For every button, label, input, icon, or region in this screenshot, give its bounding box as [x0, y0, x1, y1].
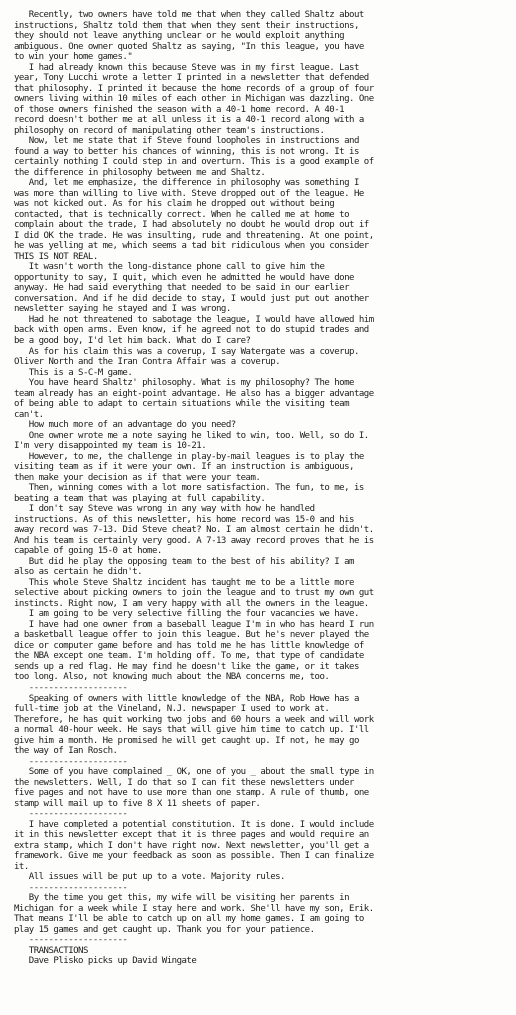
text-line: But did he play the opposing team to the best of his ability? I am — [14, 556, 354, 567]
text-line: Had he not threatened to sabotage the league, I would have allowed him — [14, 314, 374, 325]
text-line: extra stamp, which I don't have right now. Next newsletter, you'll get a — [14, 840, 369, 851]
text-line: I had already known this because Steve was in my first league. Last — [14, 62, 359, 73]
text-line: I'm very disappointed my team is 10-21. — [14, 441, 207, 452]
text-line: certainly nothing I could step in and overturn. This is a good example of — [14, 157, 374, 168]
text-line: back with open arms. Even know, if he agreed not to do stupid trades and — [14, 325, 369, 336]
text-line: Therefore, he has quit working two jobs and 60 hours a week and will work — [14, 714, 374, 725]
text-line: As for his claim this was a coverup, I say Watergate was a coverup. — [14, 346, 359, 357]
text-line: it. — [14, 861, 29, 872]
text-line: Recently, two owners have told me that when they called Shaltz about — [14, 10, 364, 20]
text-line: owners living within 10 miles of each other in Michigan was dazzling. One — [14, 94, 374, 105]
text-line: anyway. He had said everything that needed to be said in our earlier — [14, 283, 350, 294]
text-line: Then, winning comes with a lot more satisfaction. The fun, to me, is — [14, 483, 364, 494]
text-line: selective about picking owners to join the league and to trust my own gut — [14, 588, 374, 599]
text-line: Oliver North and the Iran Contra Affair was a coverup. — [14, 357, 281, 368]
text-line: THIS IS NOT REAL. — [14, 251, 98, 262]
text-line: You have heard Shaltz' philosophy. What is my philosophy? The home — [14, 378, 354, 389]
text-line: I have completed a potential constitution. It is done. I would include — [14, 819, 374, 830]
text-line: instincts. Right now, I am very happy with all the owners in the league. — [14, 598, 369, 609]
text-line: I don't say Steve was wrong in any way with how he handled — [14, 504, 315, 515]
text-line: it in this newsletter except that it is three pages and would require an — [14, 830, 369, 841]
text-line: visiting team as if it were your own. If an instruction is ambiguous, — [14, 462, 354, 473]
text-line: framework. Give me your feedback as soon as possible. Then I can finalize — [14, 851, 374, 862]
text-line: One owner wrote me a note saying he liked to win, too. Well, so do I. — [14, 430, 369, 441]
text-line: That means I'll be able to catch up on all my home games. I am going to — [14, 914, 364, 925]
text-line: of those owners finished the season with a 40-1 home record. A 40-1 — [14, 104, 345, 115]
text-line: capable of going 15-0 at home. — [14, 546, 162, 557]
section-divider: -------------------- — [14, 756, 128, 767]
text-line: was more than willing to live with. Steve dropped out of the league. He — [14, 188, 364, 199]
text-line: can't. — [14, 409, 44, 420]
text-line: instructions. As of this newsletter, his home record was 15-0 and his — [14, 514, 354, 525]
text-line: ambiguous. One owner quoted Shaltz as saying, "In this league, you have — [14, 41, 364, 52]
text-line: contacted, that is technically correct. When he called me at home to — [14, 209, 350, 220]
text-line: And, let me emphasize, the difference in philosophy was something I — [14, 178, 359, 189]
text-line: Michigan for a week while I stay here and work. She'll have my son, Erik. — [14, 903, 374, 914]
text-line: that philosophy. I printed it because the home records of a group of four — [14, 83, 374, 94]
text-line: a basketball league offer to join this league. But he's never played the — [14, 630, 369, 641]
text-line: This whole Steve Shaltz incident has taught me to be a little more — [14, 577, 354, 588]
text-line: team already has an eight-point advantage. He also has a bigger advantage — [14, 388, 374, 399]
text-line: Now, let me state that if Steve found loopholes in instructions and — [14, 136, 359, 147]
text-line: five pages and not have to use more than one stamp. A rule of thumb, one — [14, 788, 369, 799]
text-line: the difference in philosophy between me and Shaltz. — [14, 167, 266, 178]
text-line: TRANSACTIONS — [14, 945, 88, 956]
text-line: I did OK the trade. He was insulting, rude and threatening. At one point, — [14, 230, 374, 241]
text-line: Speaking of owners with little knowledge of the NBA, Rob Howe has a — [14, 693, 359, 704]
text-line: play 15 games and get caught up. Thank you for your patience. — [14, 924, 315, 935]
text-line: Some of you have complained _ OK, one of you _ about the small type in — [14, 767, 374, 778]
text-line: By the time you get this, my wife will be visiting her parents in — [14, 893, 350, 904]
text-line: they should not leave anything unclear or he would exploit anything — [14, 31, 345, 42]
text-line: conversation. And if he did decide to stay, I would just put out another — [14, 293, 369, 304]
text-line: stamp will mail up to five 8 X 11 sheets of paper. — [14, 798, 261, 809]
text-line: It wasn't worth the long-distance phone call to give him the — [14, 262, 325, 273]
text-line: too long. Also, not knowing much about the NBA concerns me, too. — [14, 672, 330, 683]
text-line: give him a month. He promised he will get caught up. If not, he may go — [14, 735, 359, 746]
text-line: instructions, Shaltz told them that when they sent their instructions, — [14, 20, 359, 31]
text-line: opportunity to say, I quit, which even he admitted he would have done — [14, 272, 354, 283]
text-line: away record was 7-13. Did Steve cheat? No. I am almost certain he didn't. — [14, 525, 374, 536]
section-divider: -------------------- — [14, 882, 128, 893]
text-line: year, Tony Lucchi wrote a letter I printed in a newsletter that defended — [14, 73, 369, 84]
text-line: to win your home games." — [14, 52, 133, 63]
text-line: beating a team that was playing at full capability. — [14, 493, 266, 504]
text-line: newsletter saying he stayed and I was wrong. — [14, 304, 231, 315]
text-line: How much more of an advantage do you need? — [14, 420, 236, 431]
text-line: I have had one owner from a baseball league I'm in who has heard I run — [14, 619, 374, 630]
text-line: then make your decision as if that were your team. — [14, 472, 261, 483]
text-line: found a way to better his chances of winning, this is not wrong. It is — [14, 146, 359, 157]
text-line: the way of Ian Rosch. — [14, 746, 118, 757]
text-line: a normal 40-hour week. He says that will give him time to catch up. I'll — [14, 725, 369, 736]
text-line: full-time job at the Vineland, N.J. newspaper I used to work at. — [14, 704, 330, 715]
text-line: he was yelling at me, which seems a tad bit ridiculous when you consider — [14, 241, 369, 252]
section-divider: -------------------- — [14, 809, 128, 820]
text-line: Dave Plisko picks up David Wingate — [14, 956, 197, 967]
text-line: philosophy on record of manipulating other team's instructions. — [14, 125, 325, 136]
newsletter-body — [14, 10, 504, 967]
text-line: also as certain he didn't. — [14, 567, 143, 578]
text-line: the NBA except one team. I'm holding off. To me, that type of candidate — [14, 651, 364, 662]
text-line: This is a S-C-M game. — [14, 367, 133, 378]
text-line: complain about the trade, I had absolutely no doubt he would drop out if — [14, 220, 369, 231]
text-line: record doesn't bother me at all unless it is a 40-1 record along with a — [14, 115, 364, 126]
text-line: All issues will be put up to a vote. Majority rules. — [14, 872, 285, 883]
text-line: be a good boy, I'd let him back. What do I care? — [14, 335, 251, 346]
text-line: dice or computer game before and has told me he has little knowledge of — [14, 640, 364, 651]
text-line: of being able to adapt to certain situations while the visiting team — [14, 399, 350, 410]
section-divider: -------------------- — [14, 683, 128, 693]
text-line: was not kicked out. As for his claim he dropped out without being — [14, 199, 335, 210]
section-divider: -------------------- — [14, 935, 128, 946]
text-line: the newsletters. Well, I do that so I can fit these newsletters under — [14, 777, 354, 788]
text-line: However, to me, the challenge in play-by-mail leagues is to play the — [14, 451, 364, 462]
text-line: I am going to be very selective filling the four vacancies we have. — [14, 609, 359, 620]
text-line: sends up a red flag. He may find he doesn't like the game, or it takes — [14, 661, 359, 672]
text-line: And his team is certainly very good. A 7-13 away record proves that he is — [14, 535, 374, 546]
